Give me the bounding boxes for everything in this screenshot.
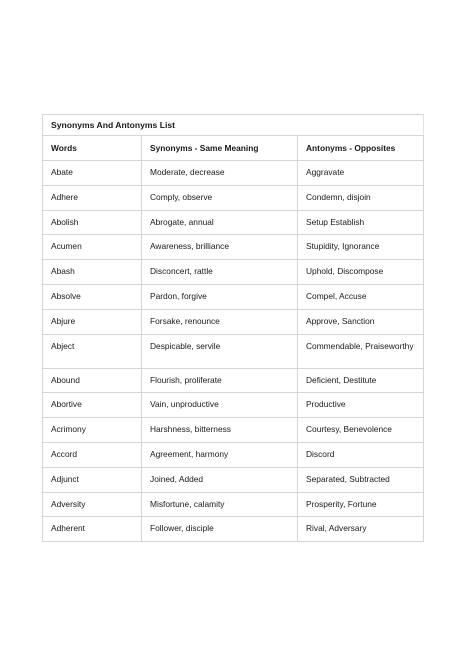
table-row (43, 492, 424, 517)
synonyms-cell: Flourish, proliferate (142, 368, 298, 393)
table-row (43, 309, 424, 334)
synonyms-cell: Despicable, servile (142, 334, 298, 368)
antonyms-cell: Setup Establish (298, 210, 424, 235)
table-row (43, 442, 424, 467)
antonyms-cell: Approve, Sanction (298, 309, 424, 334)
table-row (43, 235, 424, 260)
word-cell: Abate (43, 161, 142, 186)
antonyms-cell: Productive (298, 393, 424, 418)
column-header-synonyms: Synonyms - Same Meaning (142, 136, 298, 161)
synonyms-cell: Agreement, harmony (142, 442, 298, 467)
synonyms-cell: Harshness, bitterness (142, 418, 298, 443)
synonyms-antonyms-table (42, 114, 424, 542)
word-cell: Acrimony (43, 418, 142, 443)
synonyms-cell: Forsake, renounce (142, 309, 298, 334)
antonyms-cell: Uphold, Discompose (298, 260, 424, 285)
word-cell: Abash (43, 260, 142, 285)
synonyms-cell: Follower, disciple (142, 517, 298, 542)
table-row (43, 284, 424, 309)
word-cell: Abjure (43, 309, 142, 334)
word-cell: Abortive (43, 393, 142, 418)
table-row (43, 517, 424, 542)
synonyms-cell: Pardon, forgive (142, 284, 298, 309)
table-body (43, 161, 424, 542)
antonyms-cell: Compel, Accuse (298, 284, 424, 309)
table-title-row (43, 115, 424, 136)
synonyms-cell: Moderate, decrease (142, 161, 298, 186)
synonyms-cell: Disconcert, rattle (142, 260, 298, 285)
column-header-antonyms: Antonyms - Opposites (298, 136, 424, 161)
table-row (43, 418, 424, 443)
antonyms-cell: Aggravate (298, 161, 424, 186)
antonyms-cell: Deficient, Destitute (298, 368, 424, 393)
synonyms-cell: Abrogate, annual (142, 210, 298, 235)
word-cell: Abound (43, 368, 142, 393)
table-row (43, 467, 424, 492)
column-header-words: Words (43, 136, 142, 161)
table-row (43, 161, 424, 186)
word-cell: Adhere (43, 185, 142, 210)
table-row (43, 368, 424, 393)
word-cell: Acumen (43, 235, 142, 260)
antonyms-cell: Courtesy, Benevolence (298, 418, 424, 443)
synonyms-cell: Comply, observe (142, 185, 298, 210)
table-row (43, 334, 424, 368)
antonyms-cell: Prosperity, Fortune (298, 492, 424, 517)
synonyms-cell: Joined, Added (142, 467, 298, 492)
antonyms-cell: Separated, Subtracted (298, 467, 424, 492)
word-cell: Abject (43, 334, 142, 368)
table-title: Synonyms And Antonyms List (43, 115, 424, 136)
word-cell: Adjunct (43, 467, 142, 492)
table-row (43, 185, 424, 210)
word-cell: Abolish (43, 210, 142, 235)
word-cell: Absolve (43, 284, 142, 309)
word-cell: Adherent (43, 517, 142, 542)
antonyms-cell: Commendable, Praiseworthy (298, 334, 424, 368)
antonyms-cell: Rival, Adversary (298, 517, 424, 542)
word-cell: Adversity (43, 492, 142, 517)
table-row (43, 210, 424, 235)
antonyms-cell: Condemn, disjoin (298, 185, 424, 210)
table-row (43, 260, 424, 285)
word-cell: Accord (43, 442, 142, 467)
table-header-row (43, 136, 424, 161)
synonyms-cell: Awareness, brilliance (142, 235, 298, 260)
synonyms-antonyms-table-container (42, 114, 423, 542)
antonyms-cell: Stupidity, Ignorance (298, 235, 424, 260)
table-row (43, 393, 424, 418)
synonyms-cell: Vain, unproductive (142, 393, 298, 418)
antonyms-cell: Discord (298, 442, 424, 467)
synonyms-cell: Misfortune, calamity (142, 492, 298, 517)
